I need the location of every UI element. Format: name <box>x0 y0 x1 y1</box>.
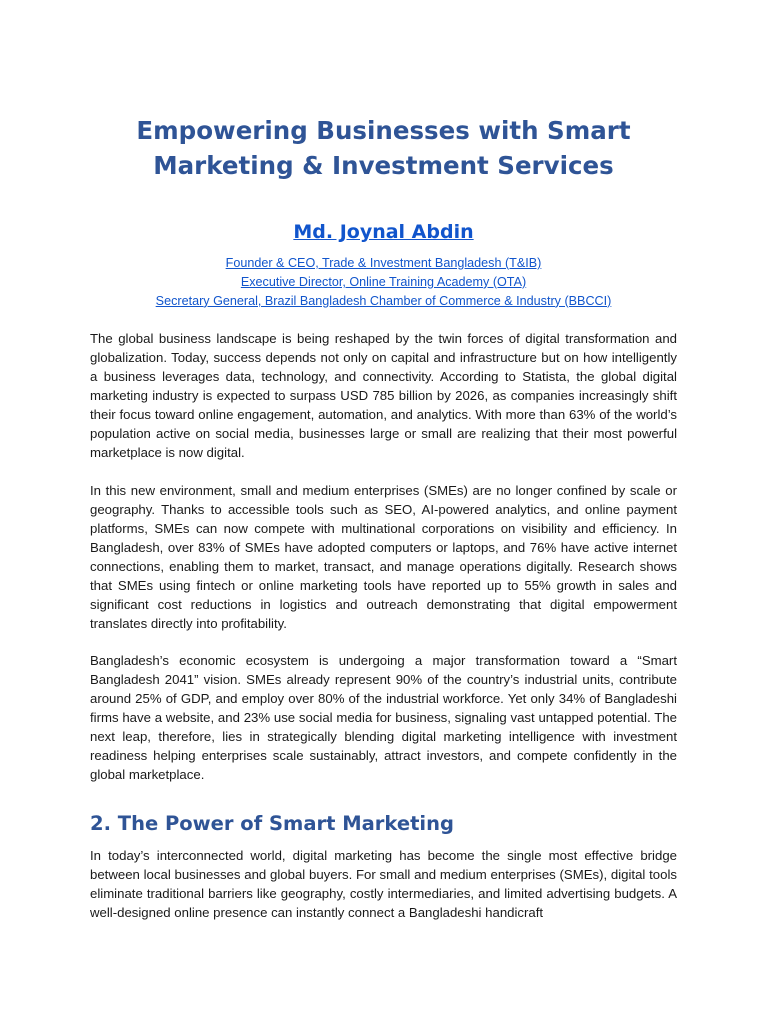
role-link-tib[interactable]: Founder & CEO, Trade & Investment Bangladesh (T&IB) <box>225 256 542 270</box>
document-title: Empowering Businesses with Smart Marketing & Investment Services <box>136 116 631 180</box>
section-2-heading: 2. The Power of Smart Marketing <box>90 812 454 835</box>
intro-paragraph-1: The global business landscape is being reshaped by the twin forces of digital transformation and globalization. Today, success depends not only on capital and infrastructure but on how intelligently a business leverages data, technology, and connectivity. According to Statista, the global digital marketing industry is expected to surpass USD 785 billion by 2026, as companies increasingly shift their focus toward online engagement, automation, and analytics. With more than 63% of the world’s population active on social media, businesses large or small are realizing that their most powerful marketplace is now digital. <box>90 331 677 460</box>
role-link-bbcci[interactable]: Secretary General, Brazil Bangladesh Chamber of Commerce & Industry (BBCCI) <box>155 293 612 308</box>
author-name <box>90 218 677 246</box>
intro-paragraph-3: Bangladesh’s economic ecosystem is undergoing a major transformation toward a “Smart Bangladesh 2041” vision. SMEs already represent 90% of the country’s industrial units, contribute around 25% of GDP, and employ over 80% of the industrial workforce. Yet only 34% of Bangladeshi firms have a website, and 23% use social media for business, signaling vast untapped potential. The next leap, therefore, lies in strategically blending digital marketing intelligence with investment readiness helping enterprises scale sustainably, attract investors, and compete confidently in the global marketplace. <box>90 653 677 782</box>
author-roles <box>90 254 677 311</box>
author-link[interactable]: Md. Joynal Abdin <box>293 221 474 243</box>
role-link-ota[interactable]: Executive Director, Online Training Academy (OTA) <box>240 274 527 289</box>
section-2-paragraph: In today’s interconnected world, digital marketing has become the single most effective bridge between local businesses and global buyers. For small and medium enterprises (SMEs), digital tools eliminate traditional barriers like geography, costly intermediaries, and limited advertising budgets. A well-designed online presence can instantly connect a Bangladeshi handicraft <box>90 848 677 920</box>
intro-paragraph-2: In this new environment, small and medium enterprises (SMEs) are no longer confined by scale or geography. Thanks to accessible tools such as SEO, AI-powered analytics, and online payment platforms, SMEs can now compete with multinational corporations on visibility and efficiency. In Bangladesh, over 83% of SMEs have adopted computers or laptops, and 76% have active internet connections, enabling them to market, transact, and manage operations digitally. Research shows that SMEs using fintech or online marketing tools have reported up to 55% growth in sales and significant cost reductions in logistics and outreach demonstrating that digital empowerment translates directly into profitability. <box>90 483 677 631</box>
